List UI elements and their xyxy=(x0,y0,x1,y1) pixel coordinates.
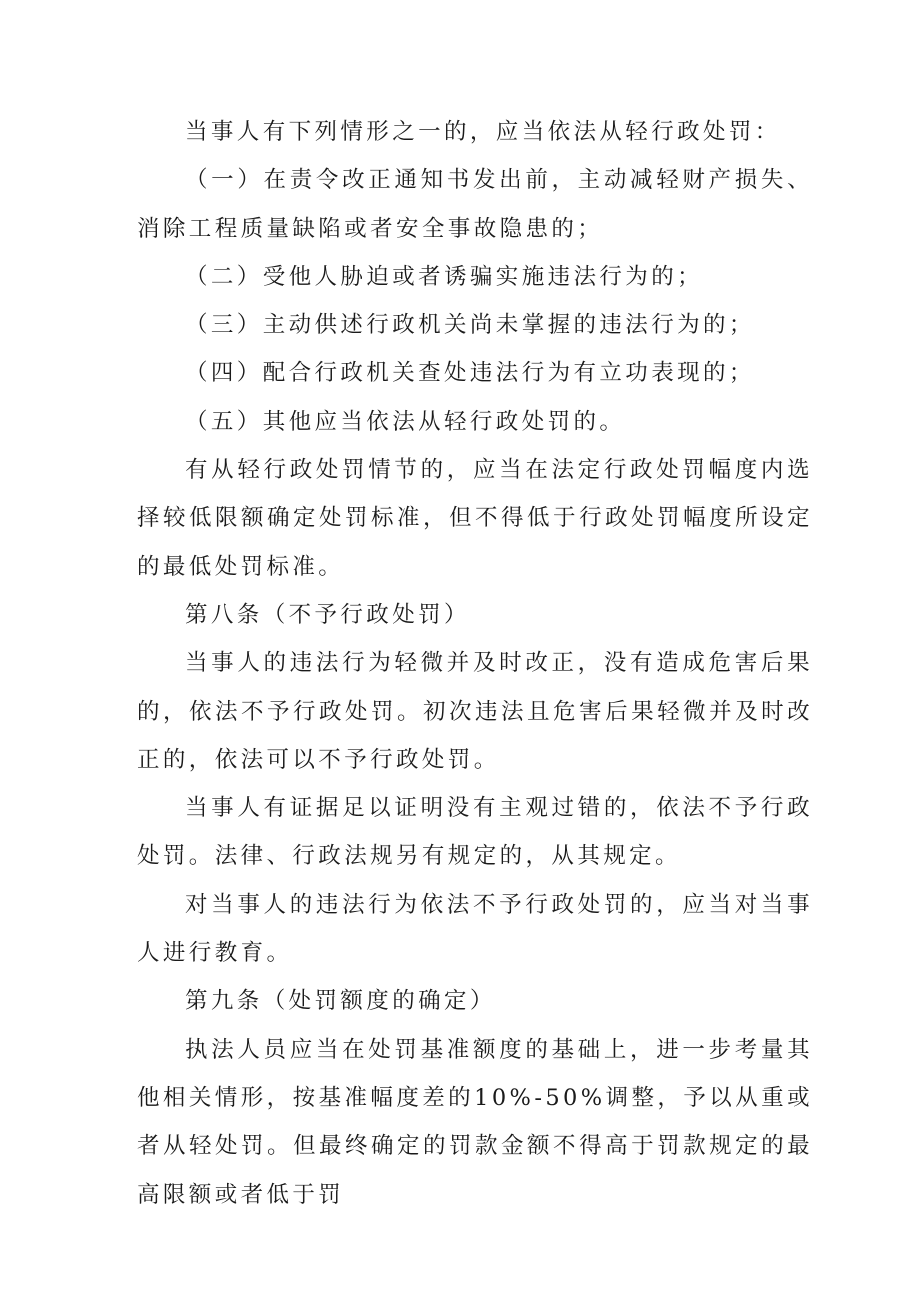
paragraph-mitigation-intro: 当事人有下列情形之一的，应当依法从轻行政处罚： xyxy=(185,119,781,145)
document-body xyxy=(137,108,813,1219)
paragraph-item-1: （一）在责令改正通知书发出前，主动减轻财产损失、消除工程质量缺陷或者安全事故隐患的； xyxy=(137,167,813,242)
paragraph-item-3: （三）主动供述行政机关尚未掌握的违法行为的； xyxy=(185,312,755,339)
paragraph-article-9-clause-1: 执法人员应当在处罚基准额度的基础上，进一步考量其他相关情形，按基准幅度差的10%-50%调整，予以从重或者从轻处罚。但最终确定的罚款金额不得高于罚款规定的最高限额或者低于罚 xyxy=(137,1036,813,1208)
paragraph-article-8-clause-1: 当事人的违法行为轻微并及时改正，没有造成危害后果的，依法不予行政处罚。初次违法且危害后果轻微并及时改正的，依法可以不予行政处罚。 xyxy=(137,650,813,773)
paragraph-mitigation-standard: 有从轻行政处罚情节的，应当在法定行政处罚幅度内选择较低限额确定处罚标准，但不得低于行政处罚幅度所设定的最低处罚标准。 xyxy=(137,457,813,580)
article-8-heading: 第八条（不予行政处罚） xyxy=(185,601,470,628)
paragraph-item-5: （五）其他应当依法从轻行政处罚的。 xyxy=(185,408,626,435)
paragraph-article-8-clause-2: 当事人有证据足以证明没有主观过错的，依法不予行政处罚。法律、行政法规另有规定的，从其规定。 xyxy=(137,795,813,870)
paragraph-item-4: （四）配合行政机关查处违法行为有立功表现的； xyxy=(185,360,755,387)
paragraph-item-2: （二）受他人胁迫或者诱骗实施违法行为的； xyxy=(185,263,704,290)
article-9-heading: 第九条（处罚额度的确定） xyxy=(185,988,496,1015)
paragraph-article-8-clause-3: 对当事人的违法行为依法不予行政处罚的，应当对当事人进行教育。 xyxy=(137,891,813,967)
